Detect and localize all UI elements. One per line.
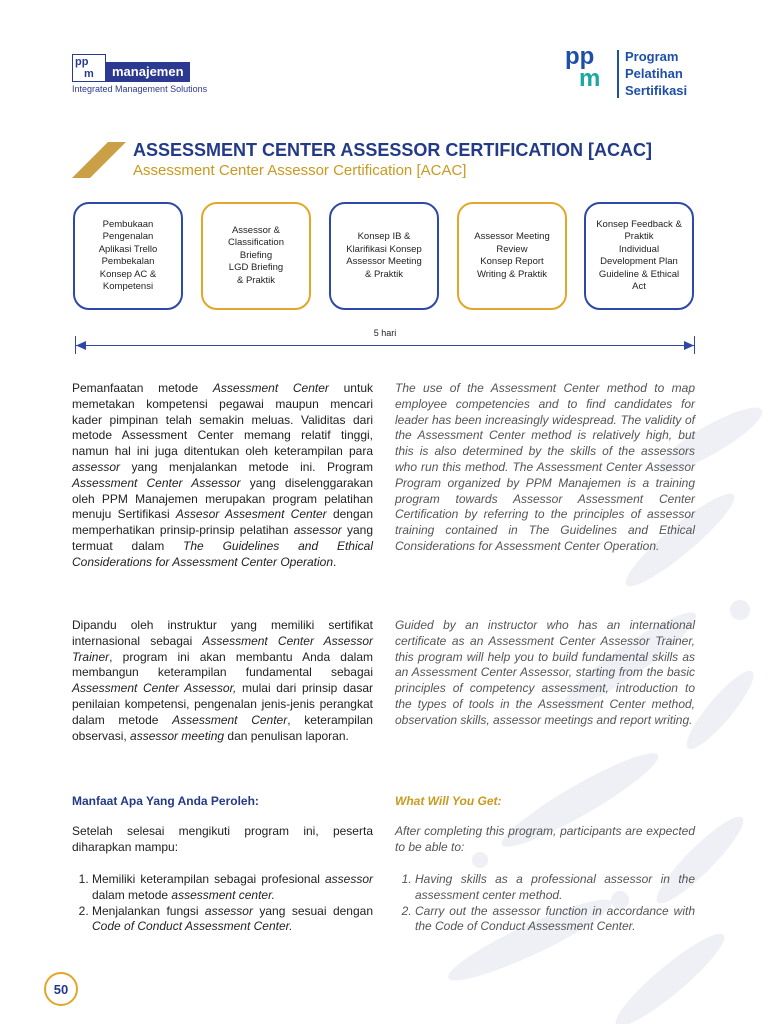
id-benefit-item-1: 1. Memiliki keterampilan sebagai profesional assessor dalam metode assessment center. (92, 872, 373, 904)
logo-divider (617, 50, 619, 98)
flow-step-5: Konsep Feedback & Praktik Individual Development Plan Guideline & Ethical Act (584, 202, 694, 310)
ppm-logo-box (72, 54, 106, 82)
ppm-logo-tagline: Integrated Management Solutions (72, 84, 208, 94)
program-logo-line3: Sertifikasi (625, 83, 688, 98)
ppm-logo-box-bottom: m (84, 68, 94, 80)
id-benefit-heading: Manfaat Apa Yang Anda Peroleh: (72, 794, 259, 808)
ppm-mark-bottom: m (579, 65, 601, 92)
title-stripe-icon (72, 142, 126, 178)
program-logo-text (625, 48, 687, 99)
en-benefit-item-2: 2. Carry out the assessor function in accordance with the Code of Conduct Assessment Center. (415, 904, 695, 936)
en-paragraph-2: Guided by an instructor who has an international certificate as an Assessment Center Assessor Trainer, this program will help you to build fundamental skills as an Assessment Center Assessor, starting from the basic principles of competency assessment, introduction to the types of tools in the Assessment Center method, observation skills, assessor meetings and report writing. (395, 618, 695, 727)
en-benefit-list (395, 872, 695, 935)
ppm-mark-top: pp (565, 43, 595, 70)
program-logo-line2: Pelatihan (625, 66, 683, 81)
duration-arrow-line (75, 345, 695, 346)
flow-step-1: Pembukaan Pengenalan Aplikasi Trello Pembekalan Konsep AC & Kompetensi (73, 202, 183, 310)
en-paragraph-1: The use of the Assessment Center method to map employee competencies and to find candidates for leader has been increasingly widespread. The validity of the Assessment Center method is relatively high, but this is also determined by the skills of the assessors who run this method. The Assessment Center Assessor Program organized by PPM Manajemen is a training program towards Assessor Assessment Center Certification by referring to the principles of assessor training contained in The Guidelines and Ethical Considerations for Assessment Center Operation. (395, 381, 695, 553)
id-benefit-item-2: 2. Menjalankan fungsi assessor yang sesuai dengan Code of Conduct Assessment Center. (92, 904, 373, 936)
id-paragraph-2: Dipandu oleh instruktur yang memiliki sertifikat internasional sebagai Assessment Center Assessor Trainer, program ini akan membantu Anda dalam membangun keterampilan fundamental sebagai Assessment Center Assessor, mulai dari prinsip dasar penilaian kompetensi, pengenalan jenis-jenis perangkat dalam metode Assessment Center, keterampilan observasi, assessor meeting dan penulisan laporan. (72, 618, 373, 743)
id-benefit-list (72, 872, 373, 935)
ppm-mark (565, 43, 601, 92)
en-benefit-heading: What Will You Get: (395, 794, 502, 808)
arrow-left-icon (76, 341, 86, 350)
program-sertifikasi-logo (565, 43, 705, 102)
flow-step-3: Konsep IB & Klarifikasi Konsep Assessor Meeting & Praktik (329, 202, 439, 310)
flow-step-4: Assessor Meeting Review Konsep Report Writing & Praktik (457, 202, 567, 310)
arrow-right-icon (684, 341, 694, 350)
page-number: 50 (44, 972, 78, 1006)
en-benefit-intro: After completing this program, participants are expected to be able to: (395, 824, 695, 854)
id-paragraph-1: Pemanfaatan metode Assessment Center untuk memetakan kompetensi pegawai maupun mencari kader pimpinan telah semakin meluas. Validitas dari metode Assessment Center memang relatif tinggi, namun hal ini juga ditentukan oleh keterampilan para assessor yang menjalankan metode ini. Program Assessment Center Assessor yang diselenggarakan oleh PPM Manajemen merupakan program pelatihan menuju Sertifikasi Assesor Assesment Center dengan memperhatikan prinsip-prinsip pelatihan assessor yang termuat dalam The Guidelines and Ethical Considerations for Assessment Center Operation. (72, 381, 373, 569)
ppm-logo-word: manajemen (106, 62, 190, 82)
page-subtitle: Assessment Center Assessor Certification [ACAC] (133, 162, 467, 179)
duration-end-tick (694, 336, 695, 354)
flow-step-2: Assessor & Classification Briefing LGD Briefing & Praktik (201, 202, 311, 310)
id-benefit-intro: Setelah selesai mengikuti program ini, peserta diharapkan mampu: (72, 824, 373, 854)
ppm-manajemen-logo (72, 54, 208, 96)
page-title: ASSESSMENT CENTER ASSESSOR CERTIFICATION [ACAC] (133, 140, 653, 160)
program-logo-line1: Program (625, 49, 679, 64)
en-benefit-item-1: 1. Having skills as a professional assessor in the assessment center method. (415, 872, 695, 904)
duration-label: 5 hari (373, 328, 397, 338)
ppm-logo-box-top: pp (75, 56, 89, 68)
